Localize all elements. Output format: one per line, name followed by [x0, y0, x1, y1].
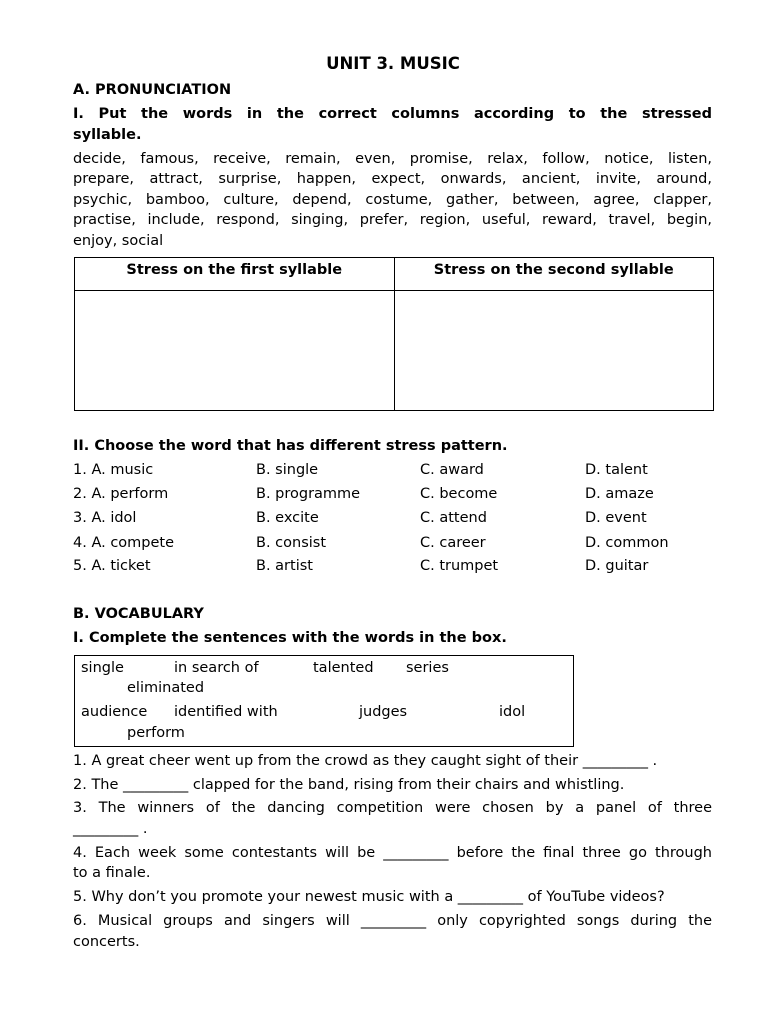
- option-b: B. consist: [256, 535, 327, 551]
- box-word: in search of: [174, 660, 259, 676]
- table-header-second-syllable: Stress on the second syllable: [394, 258, 714, 291]
- option-c: C. trumpet: [420, 558, 499, 574]
- box-word: eliminated: [127, 680, 205, 696]
- option-d: D. amaze: [585, 486, 654, 502]
- ex2-instruction: II. Choose the word that has different stress pattern.: [73, 438, 508, 454]
- sentence-1: 1. A great cheer went up from the crowd as they caught sight of their _________ .: [73, 753, 658, 769]
- box-word: perform: [127, 725, 185, 741]
- option-c: C. attend: [420, 510, 487, 526]
- box-word: single: [81, 660, 124, 676]
- option-d: D. common: [585, 535, 669, 551]
- question-row: [73, 486, 723, 506]
- box-word: audience: [81, 704, 148, 720]
- option-c: C. award: [420, 462, 484, 478]
- sentence-6-cont: concerts.: [73, 934, 140, 950]
- word-list-line: psychic, bamboo, culture, depend, costume, gather, between, agree, clapper,: [73, 192, 712, 208]
- word-list-line: practise, include, respond, singing, prefer, region, useful, reward, travel, begin,: [73, 212, 712, 228]
- vocab-ex1-instruction: I. Complete the sentences with the words in the box.: [73, 630, 507, 646]
- question-row: [73, 510, 723, 530]
- section-a-heading: A. PRONUNCIATION: [73, 82, 232, 98]
- option-a: 2. A. perform: [73, 486, 169, 502]
- box-word: talented: [313, 660, 374, 676]
- ex1-instruction-line2: syllable.: [73, 127, 142, 143]
- word-box: [74, 655, 574, 747]
- table-header-first-syllable: Stress on the first syllable: [75, 258, 395, 291]
- section-b-heading: B. VOCABULARY: [73, 606, 204, 622]
- page-title: UNIT 3. MUSIC: [326, 54, 460, 73]
- sentence-4-cont: to a finale.: [73, 865, 151, 881]
- option-b: B. artist: [256, 558, 313, 574]
- option-d: D. talent: [585, 462, 648, 478]
- option-a: 4. A. compete: [73, 535, 175, 551]
- option-c: C. become: [420, 486, 498, 502]
- question-row: [73, 462, 723, 482]
- stress-table: [74, 257, 714, 411]
- option-b: B. programme: [256, 486, 361, 502]
- option-a: 3. A. idol: [73, 510, 137, 526]
- sentence-6: 6. Musical groups and singers will _________ only copyrighted songs during the: [73, 913, 712, 929]
- word-list-line: prepare, attract, surprise, happen, expect, onwards, ancient, invite, around,: [73, 171, 712, 187]
- option-c: C. career: [420, 535, 486, 551]
- sentence-5: 5. Why don’t you promote your newest music with a _________ of YouTube videos?: [73, 889, 665, 905]
- option-d: D. guitar: [585, 558, 649, 574]
- ex1-instruction-line1: I. Put the words in the correct columns according to the stressed: [73, 106, 712, 122]
- second-syllable-answer-cell[interactable]: [394, 291, 714, 411]
- box-word: series: [406, 660, 449, 676]
- option-b: B. excite: [256, 510, 319, 526]
- word-list-line: enjoy, social: [73, 233, 164, 249]
- option-a: 1. A. music: [73, 462, 154, 478]
- word-list-line: decide, famous, receive, remain, even, promise, relax, follow, notice, listen,: [73, 151, 712, 167]
- option-d: D. event: [585, 510, 647, 526]
- box-word: idol: [499, 704, 526, 720]
- question-row: [73, 535, 723, 555]
- sentence-3-cont: _________ .: [73, 821, 148, 837]
- first-syllable-answer-cell[interactable]: [75, 291, 395, 411]
- sentence-3: 3. The winners of the dancing competition were chosen by a panel of three: [73, 800, 712, 816]
- question-row: [73, 558, 723, 578]
- sentence-4: 4. Each week some contestants will be _________ before the final three go through: [73, 845, 712, 861]
- option-b: B. single: [256, 462, 319, 478]
- box-word: identified with: [174, 704, 278, 720]
- option-a: 5. A. ticket: [73, 558, 151, 574]
- sentence-2: 2. The _________ clapped for the band, rising from their chairs and whistling.: [73, 777, 625, 793]
- box-word: judges: [359, 704, 408, 720]
